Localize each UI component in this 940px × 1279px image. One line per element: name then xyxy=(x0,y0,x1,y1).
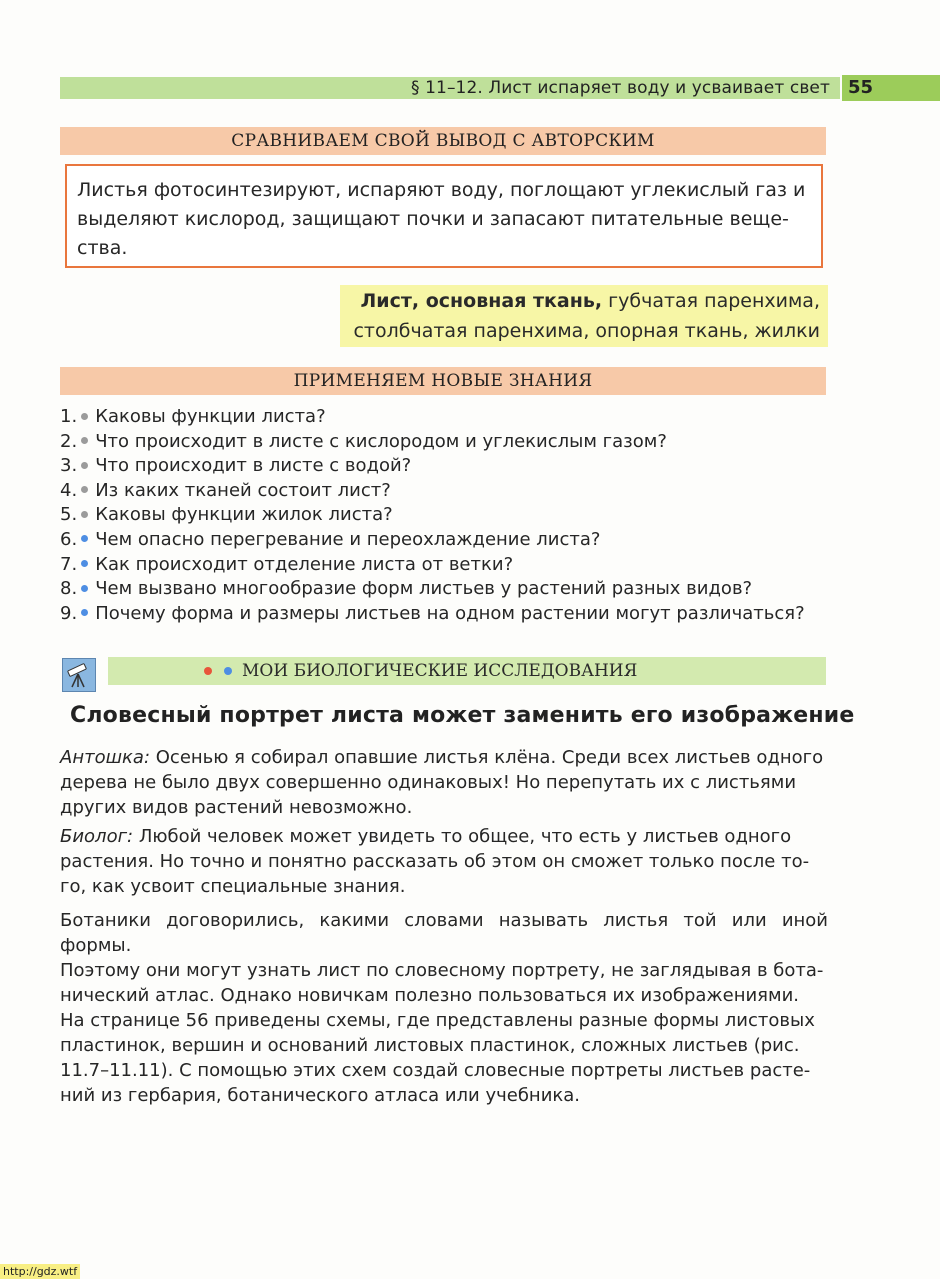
paragraph-line xyxy=(60,824,828,849)
question-item xyxy=(60,430,805,455)
question-text: Почему форма и размеры листьев на одном растении могут различаться? xyxy=(95,602,805,624)
paragraph-line: Ботаники договорились, какими словами называть листья той или иной формы. xyxy=(60,910,828,956)
question-number: 2. xyxy=(60,430,78,452)
question-item xyxy=(60,553,805,578)
paragraph-line: пластинок, вершин и оснований листовых пластинок, сложных листьев (рис. xyxy=(60,1035,800,1056)
conclusion-line: Листья фотосинтезируют, испаряют воду, поглощают углекислый газ и xyxy=(77,179,806,201)
antoshka-paragraph xyxy=(60,745,828,820)
question-text: Что происходит в листе с кислородом и углекислым газом? xyxy=(95,430,667,452)
body-paragraph xyxy=(60,908,828,1108)
conclusion-line: ства. xyxy=(77,237,128,259)
level-dot-icon xyxy=(81,486,88,493)
watermark-link[interactable]: http://gdz.wtf xyxy=(0,1264,80,1279)
keywords-line-2: столбчатая паренхима, опорная ткань, жилки xyxy=(353,320,820,342)
question-item xyxy=(60,577,805,602)
keywords-rest: губчатая паренхима, xyxy=(602,290,820,312)
question-text: Чем опасно перегревание и переохлаждение листа? xyxy=(95,528,601,550)
paragraph-line: растения. Но точно и понятно рассказать об этом он сможет только после то- xyxy=(60,851,810,872)
keywords-bold: Лист, основная ткань, xyxy=(360,290,603,312)
level-dot-icon xyxy=(81,609,88,616)
level-dot-icon xyxy=(81,560,88,567)
paragraph-line: Поэтому они могут узнать лист по словесному портрету, не заглядывая в бота- xyxy=(60,960,824,981)
paragraph-line xyxy=(60,745,828,770)
question-item xyxy=(60,479,805,504)
question-text: Как происходит отделение листа от ветки? xyxy=(95,553,514,575)
level-dot-icon xyxy=(81,462,88,469)
question-number: 1. xyxy=(60,406,78,427)
conclusion-line: выделяют кислород, защищают почки и запасают питательные веще- xyxy=(77,208,789,230)
apply-heading: ПРИМЕНЯЕМ НОВЫЕ ЗНАНИЯ xyxy=(60,367,826,395)
question-item xyxy=(60,602,805,627)
speaker-biolog: Биолог: xyxy=(60,826,134,847)
keywords-line-1 xyxy=(340,286,820,316)
question-text: Чем вызвано многообразие форм листьев у растений разных видов? xyxy=(95,578,753,600)
paragraph-line: нический атлас. Однако новичкам полезно пользоваться их изображениями. xyxy=(60,985,799,1006)
question-item xyxy=(60,503,805,528)
red-dot-icon xyxy=(204,667,212,675)
level-dot-icon xyxy=(81,535,88,542)
research-heading-band xyxy=(108,657,826,685)
question-number: 6. xyxy=(60,528,78,550)
question-text: Каковы функции жилок листа? xyxy=(95,504,393,526)
level-dot-icon xyxy=(81,413,88,420)
paragraph-text: Любой человек может увидеть то общее, что есть у листьев одного xyxy=(133,826,792,847)
question-number: 5. xyxy=(60,504,78,526)
research-heading: МОИ БИОЛОГИЧЕСКИЕ ИССЛЕДОВАНИЯ xyxy=(242,661,638,681)
author-conclusion-box xyxy=(65,164,823,268)
page-number: 55 xyxy=(842,75,940,101)
questions-list xyxy=(60,405,805,626)
question-item xyxy=(60,528,805,553)
level-dot-icon xyxy=(81,437,88,444)
question-item xyxy=(60,405,805,430)
question-number: 7. xyxy=(60,553,78,575)
keywords-box xyxy=(340,285,828,347)
speaker-antoshka: Антошка: xyxy=(60,747,151,768)
question-number: 8. xyxy=(60,578,78,600)
level-dot-icon xyxy=(81,511,88,518)
blue-dot-icon xyxy=(224,667,232,675)
telescope-icon xyxy=(62,658,96,692)
level-dot-icon xyxy=(81,585,88,592)
question-text: Из каких тканей состоит лист? xyxy=(95,479,391,501)
question-item xyxy=(60,454,805,479)
paragraph-text: Осенью я собирал опавшие листья клёна. Среди всех листьев одного xyxy=(150,747,824,768)
paragraph-line: го, как усвоит специальные знания. xyxy=(60,876,406,897)
question-text: Каковы функции листа? xyxy=(95,406,326,427)
research-title: Словесный портрет листа может заменить его изображение xyxy=(70,703,855,728)
biolog-paragraph xyxy=(60,824,828,899)
paragraph-line: дерева не было двух совершенно одинаковых! Но перепутать их с листьями xyxy=(60,772,797,793)
paragraph-line: ний из гербария, ботанического атласа или учебника. xyxy=(60,1085,581,1106)
running-title: § 11–12. Лист испаряет воду и усваивает свет xyxy=(411,78,830,98)
compare-heading: СРАВНИВАЕМ СВОЙ ВЫВОД С АВТОРСКИМ xyxy=(60,127,826,155)
question-number: 3. xyxy=(60,455,78,477)
question-text: Что происходит в листе с водой? xyxy=(95,455,412,477)
paragraph-line: других видов растений невозможно. xyxy=(60,797,413,818)
paragraph-line: На странице 56 приведены схемы, где представлены разные формы листовых xyxy=(60,1010,815,1031)
question-number: 4. xyxy=(60,479,78,501)
paragraph-line: 11.7–11.11). С помощью этих схем создай словесные портреты листьев расте- xyxy=(60,1060,811,1081)
question-number: 9. xyxy=(60,602,78,624)
